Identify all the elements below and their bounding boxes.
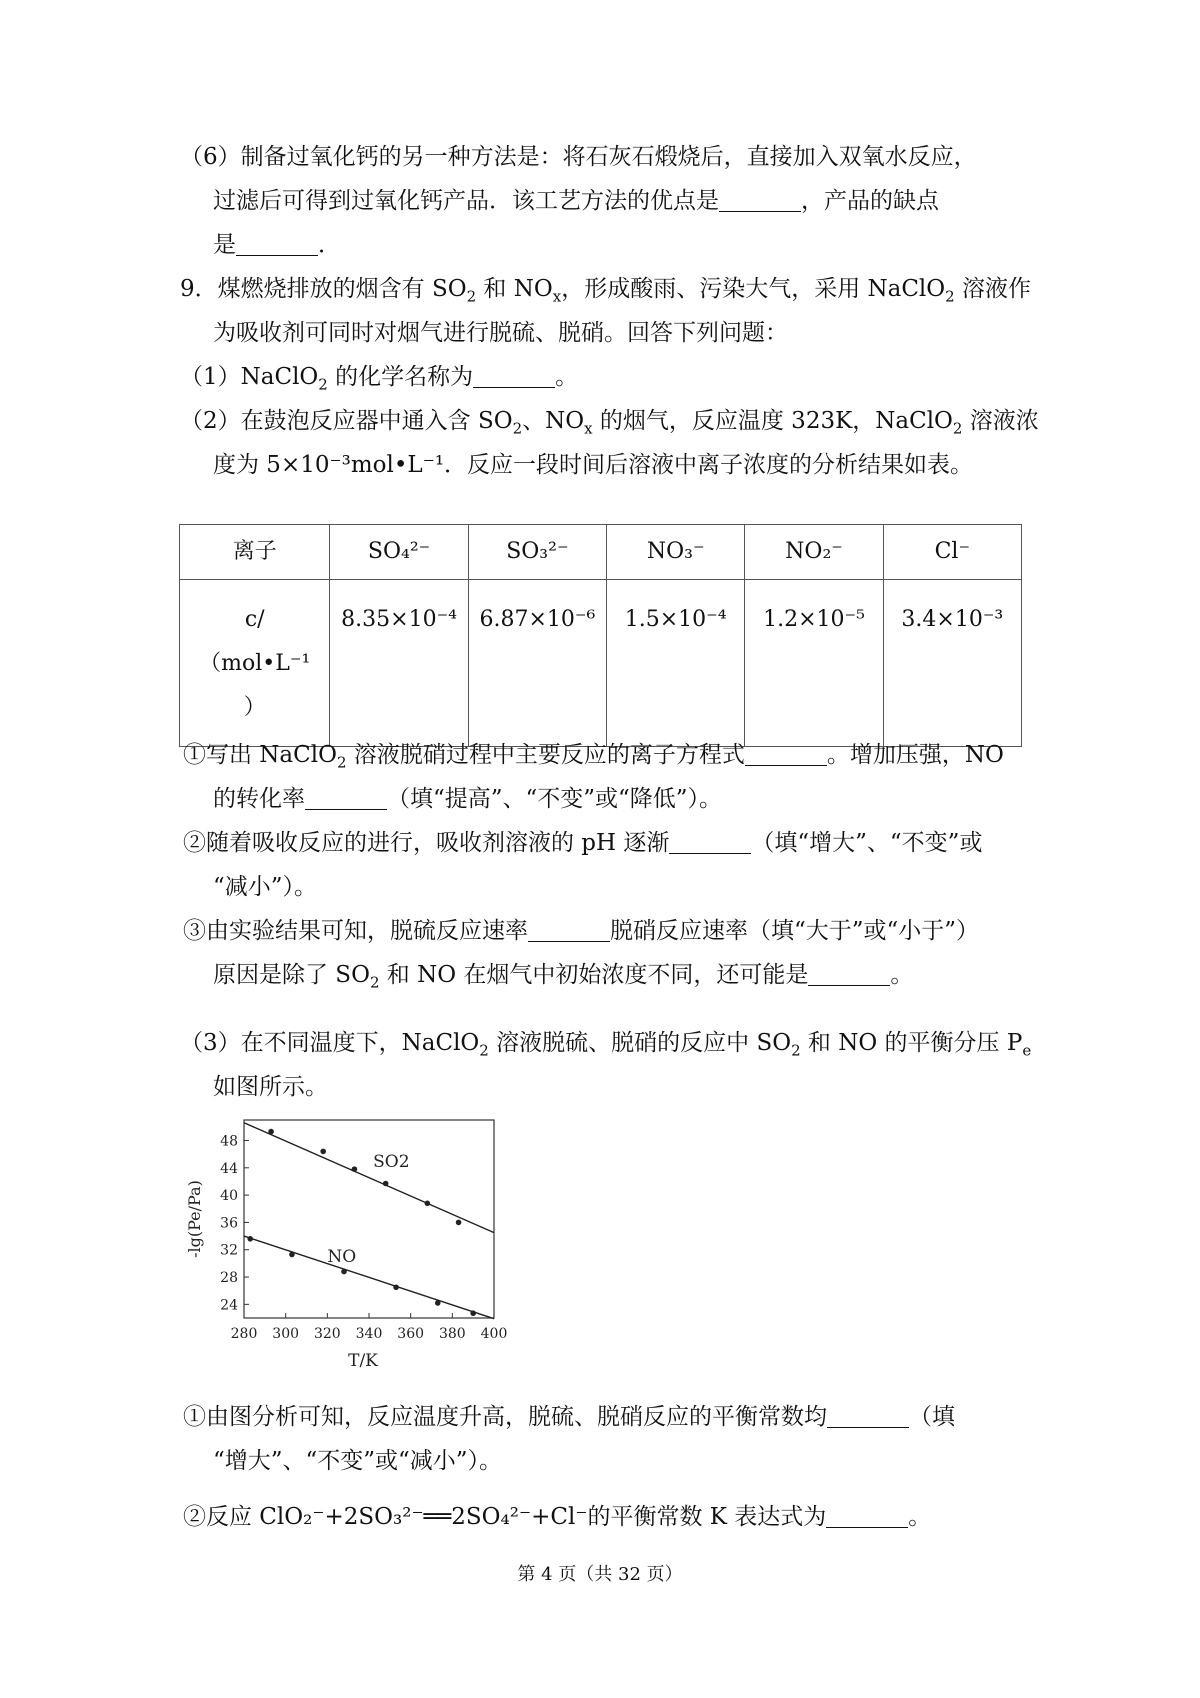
q6-line3: 是 ．	[213, 232, 341, 258]
sub-q2-line2: “减小”）。	[213, 874, 318, 900]
x-tick-label: 380	[438, 1326, 466, 1342]
answer-blank[interactable]	[305, 787, 387, 810]
answer-blank[interactable]	[236, 233, 318, 256]
series-line-no	[244, 1236, 494, 1319]
x-tick-label: 360	[397, 1326, 425, 1342]
table-header-cell: SO₄²⁻	[330, 525, 468, 580]
y-axis-label: -lg(Pe/Pa)	[185, 1180, 204, 1258]
x-tick-label: 300	[272, 1326, 300, 1342]
x-tick-label: 400	[480, 1326, 508, 1342]
table-cell: 8.35×10⁻⁴	[330, 580, 468, 747]
series-label-so2: SO2	[373, 1152, 410, 1173]
q9-intro-line1: 9．煤燃烧排放的烟含有 $SO_2$ 和 $NO_x$，形成酸雨、污染大气，采用 NaClO$_2$ 溶液作	[180, 276, 1032, 306]
data-point-so2	[456, 1220, 462, 1226]
data-point-so2	[268, 1129, 274, 1135]
plot-frame	[244, 1120, 494, 1318]
data-point-so2	[383, 1181, 389, 1187]
q9-part1: （1）NaClO$_2$ 的化学名称为 。	[180, 364, 579, 394]
q9-part3-line2: 如图所示。	[213, 1074, 328, 1100]
data-point-no	[289, 1252, 295, 1258]
answer-blank[interactable]	[669, 831, 751, 854]
data-point-so2	[425, 1200, 431, 1206]
answer-blank[interactable]	[528, 919, 610, 942]
sub-q4-line1: ①由图分析可知，反应温度升高，脱硫、脱硝反应的平衡常数均 （填	[183, 1404, 955, 1430]
table-header-cell: 离子	[180, 525, 330, 580]
y-tick-label: 36	[220, 1215, 238, 1232]
q9-intro-line2: 为吸收剂可同时对烟气进行脱硫、脱硝。回答下列问题：	[213, 320, 788, 346]
sub-q3-line2: 原因是除了 $SO_2$ 和 NO 在烟气中初始浓度不同，还可能是 。	[213, 962, 914, 992]
answer-blank[interactable]	[808, 963, 890, 986]
sub-q1-line2: 的转化率 （填“提高”、“不变”或“降低”）。	[213, 786, 723, 812]
answer-blank[interactable]	[719, 189, 801, 212]
table-row	[180, 580, 1022, 747]
data-point-so2	[320, 1149, 326, 1155]
q6-line1: （6）制备过氧化钙的另一种方法是：将石灰石煅烧后，直接加入双氧水反应，	[180, 144, 977, 170]
table-cell: 3.4×10⁻³	[883, 580, 1021, 747]
sub-q1-line1: ①写出 NaClO$_2$ 溶液脱硝过程中主要反应的离子方程式 。增加压强，NO	[183, 742, 1004, 772]
sub-q3-line1: ③由实验结果可知，脱硫反应速率 脱硝反应速率（填“大于”或“小于”）	[183, 918, 980, 944]
data-point-so2	[352, 1166, 358, 1172]
table-header-cell: NO₃⁻	[607, 525, 745, 580]
q6-line2: 过滤后可得到过氧化钙产品．该工艺方法的优点是 ，产品的缺点	[213, 188, 939, 214]
q9-part2-line2: 度为 5×10⁻³mol•L⁻¹．反应一段时间后溶液中离子浓度的分析结果如表。	[213, 452, 974, 478]
x-tick-label: 320	[313, 1326, 341, 1342]
data-point-no	[393, 1284, 399, 1290]
series-label-no: NO	[327, 1247, 357, 1268]
q9-part3-line1: （3）在不同温度下，NaClO$_2$ 溶液脱硫、脱硝的反应中 $SO_2$ 和 NO 的平衡分压 $P_e$	[180, 1030, 1032, 1060]
q9-part2-line1: （2）在鼓泡反应器中通入含 $SO_2$、$NO_x$ 的烟气，反应温度 323K，NaClO$_2$ 溶液浓	[180, 408, 1039, 438]
answer-blank[interactable]	[745, 743, 827, 766]
y-tick-label: 28	[220, 1270, 238, 1287]
row-label-cell: c/ （mol•L⁻¹ ）	[180, 580, 330, 747]
page-footer: 第 4 页（共 32 页）	[517, 1564, 683, 1585]
table-cell: 1.2×10⁻⁵	[745, 580, 883, 747]
x-tick-label: 340	[355, 1326, 383, 1342]
y-tick-label: 48	[220, 1133, 238, 1150]
x-tick-label: 280	[230, 1326, 258, 1342]
ion-concentration-table	[179, 524, 1022, 747]
sub-q4-line2: “增大”、“不变”或“减小”）。	[213, 1448, 503, 1474]
data-point-no	[247, 1236, 253, 1242]
answer-blank[interactable]	[473, 365, 555, 388]
x-axis-label: T/K	[348, 1351, 378, 1371]
y-tick-label: 44	[220, 1160, 238, 1177]
table-header-cell: NO₂⁻	[745, 525, 883, 580]
table-cell: 1.5×10⁻⁴	[607, 580, 745, 747]
series-line-so2	[244, 1123, 494, 1233]
sub-q2-line1: ②随着吸收反应的进行，吸收剂溶液的 pH 逐渐 （填“增大”、“不变”或	[183, 830, 983, 856]
table-header-cell: Cl⁻	[883, 525, 1021, 580]
y-tick-label: 40	[220, 1188, 238, 1205]
y-tick-label: 24	[220, 1297, 238, 1314]
partial-pressure-chart	[180, 1112, 520, 1382]
table-cell: 6.87×10⁻⁶	[468, 580, 606, 747]
table-header-row	[180, 525, 1022, 580]
answer-blank[interactable]	[826, 1505, 908, 1528]
answer-blank[interactable]	[827, 1405, 909, 1428]
y-tick-label: 32	[220, 1242, 238, 1259]
data-point-no	[470, 1310, 476, 1316]
data-point-no	[435, 1300, 441, 1306]
table-header-cell: SO₃²⁻	[468, 525, 606, 580]
data-point-no	[341, 1269, 347, 1275]
sub-q5-line1: ②反应 ClO₂⁻+2SO₃²⁻══2SO₄²⁻+Cl⁻的平衡常数 K 表达式为 。	[183, 1504, 932, 1530]
